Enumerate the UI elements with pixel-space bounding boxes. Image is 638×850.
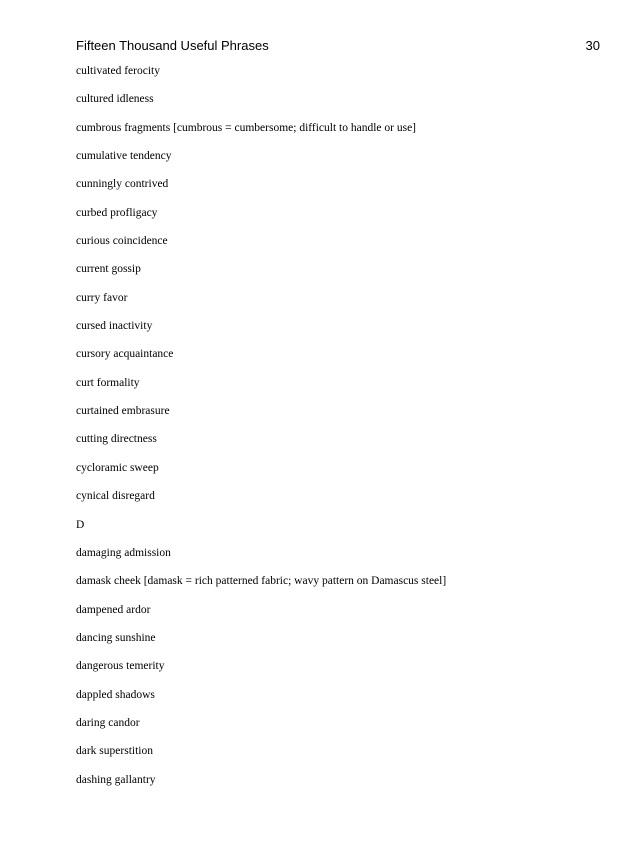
phrase-entry: dampened ardor xyxy=(76,603,151,616)
phrase-entry: dangerous temerity xyxy=(76,660,165,673)
phrase-entry: dappled shadows xyxy=(76,688,155,701)
header-title: Fifteen Thousand Useful Phrases xyxy=(76,38,269,53)
phrase-entry: cultivated ferocity xyxy=(76,65,160,77)
phrase-entry: cultured idleness xyxy=(76,93,154,106)
phrase-entry: curry favor xyxy=(76,291,128,304)
phrase-entry: cynical disregard xyxy=(76,490,155,503)
phrase-entry: curt formality xyxy=(76,376,140,389)
phrase-entry: current gossip xyxy=(76,263,141,276)
phrase-entry: damaging admission xyxy=(76,546,171,559)
page-number: 30 xyxy=(585,38,600,53)
page-header xyxy=(76,38,600,56)
phrase-entry: daring candor xyxy=(76,716,140,729)
phrase-entry: curious coincidence xyxy=(76,235,168,248)
phrase-entry: dashing gallantry xyxy=(76,773,156,786)
phrase-entry: cumbrous fragments [cumbrous = cumbersome; difficult to handle or use] xyxy=(76,121,417,134)
phrase-entry: curtained embrasure xyxy=(76,405,170,418)
phrase-entry: cursed inactivity xyxy=(76,320,153,333)
phrase-list xyxy=(76,64,616,801)
section-letter: D xyxy=(76,518,85,531)
phrase-entry: cunningly contrived xyxy=(76,178,169,191)
phrase-entry: cutting directness xyxy=(76,433,157,446)
phrase-entry: damask cheek [damask = rich patterned fabric; wavy pattern on Damascus steel] xyxy=(76,575,447,588)
phrase-entry: dancing sunshine xyxy=(76,631,156,644)
phrase-entry: curbed profligacy xyxy=(76,206,158,219)
phrase-entry: dark superstition xyxy=(76,745,153,758)
phrase-entry: cycloramic sweep xyxy=(76,461,159,474)
phrase-entry: cumulative tendency xyxy=(76,150,172,163)
phrase-entry: cursory acquaintance xyxy=(76,348,174,361)
